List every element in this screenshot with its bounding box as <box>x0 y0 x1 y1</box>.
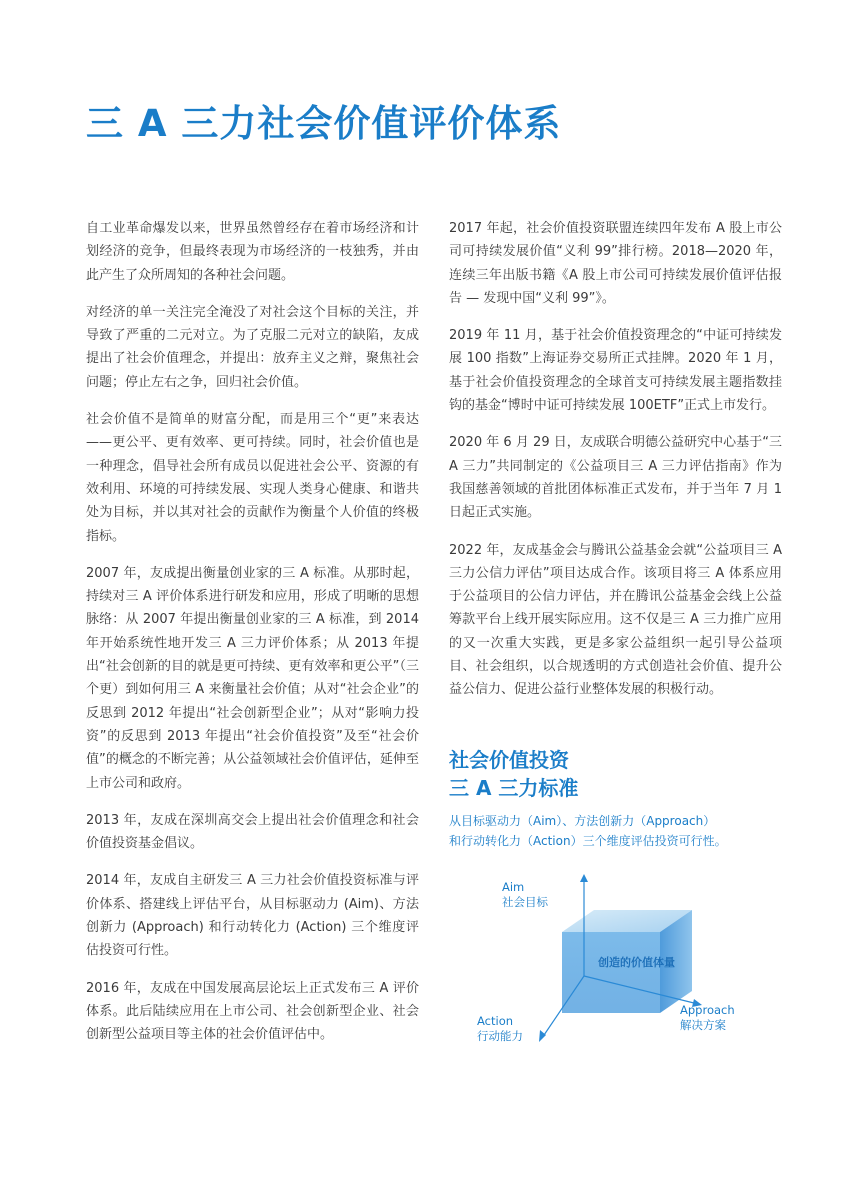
paragraph: 2016 年，友成在中国发展高层论坛上正式发布三 A 评价体系。此后陆续应用在上市公司、社会创新型企业、社会创新型公益项目等主体的社会价值评估中。 <box>86 980 419 1043</box>
page-title: 三 A 三力社会价值评价体系 <box>86 102 562 145</box>
action-axis-arrow <box>539 1030 546 1042</box>
action-label <box>477 1014 523 1044</box>
paragraph: 2020 年 6 月 29 日，友成联合明德公益研究中心基于“三 A 三力”共同制定的《公益项目三 A 三力评估指南》作为我国慈善领域的首批团体标准正式发布，并于当年 7 月 1 日起正式实施。 <box>449 435 782 521</box>
standard-desc-line2: 和行动转化力（Action）三个维度评估投资可行性。 <box>449 834 727 848</box>
paragraph: 2022 年，友成基金会与腾讯公益基金会就“公益项目三 A 三力公信力评估”项目达成合作。该项目将三 A 体系应用于公益项目的公信力评估，并在腾讯公益基金会线上公益筹款平台上线开展实际应用。这不仅是三 A 三力推广应用的又一次重大实践，更是多家公益组织一起引导公益项目、社会组织，以合规透明的方式创造社会价值、提升公益公信力、促进公益行业整体发展的积极行动。 <box>449 542 782 698</box>
paragraph: 2014 年，友成自主研发三 A 三力社会价值投资标准与评价体系、搭建线上评估平台，从目标驱动力 (Aim)、方法创新力 (Approach) 和行动转化力 (Action) 三个维度评估投资可行性。 <box>86 873 419 959</box>
approach-label-en: Approach <box>680 1003 735 1017</box>
cube-front-face <box>562 932 660 1013</box>
action-label-cn: 行动能力 <box>477 1029 523 1043</box>
aim-label-cn: 社会目标 <box>502 895 548 909</box>
paragraph: 2013 年，友成在深圳高交会上提出社会价值理念和社会价值投资基金倡议。 <box>86 812 419 852</box>
paragraph: 对经济的单一关注完全淹没了对社会这个目标的关注，并导致了严重的二元对立。为了克服二元对立的缺陷，友成提出了社会价值理念，并提出：放弃主义之辩，聚焦社会问题；停止左右之争，回归社会价值。 <box>86 304 419 390</box>
standard-title-line1: 社会价值投资 <box>449 748 569 772</box>
approach-label-cn: 解决方案 <box>680 1018 726 1032</box>
aim-axis-arrow <box>580 874 588 882</box>
paragraph: 2017 年起，社会价值投资联盟连续四年发布 A 股上市公司可持续发展价值“义利 99”排行榜。2018—2020 年，连续三年出版书籍《A 股上市公司可持续发展价值评估报告 — 发现中国“义利 99”》。 <box>449 221 782 306</box>
paragraph: 自工业革命爆发以来，世界虽然曾经存在着市场经济和计划经济的竞争，但最终表现为市场经济的一枝独秀，并由此产生了众所周知的各种社会问题。 <box>86 221 419 283</box>
standard-title <box>449 746 769 802</box>
paragraph: 2019 年 11 月，基于社会价值投资理念的“中证可持续发展 100 指数”上海证券交易所正式挂牌。2020 年 1 月，基于社会价值投资理念的全球首支可持续发展主题指数挂钩的基金“博时中证可持续发展 100ETF”正式上市发行。 <box>449 328 782 414</box>
aim-label <box>502 880 548 910</box>
paragraph: 社会价值不是简单的财富分配，而是用三个“更”来表达——更公平、更有效率、更可持续。同时，社会价值也是一种理念，倡导社会所有成员以促进社会公平、资源的有效利用、环境的可持续发展、实现人类身心健康、和谐共处为目标，并以其对社会的贡献作为衡量个人价值的终极指标。 <box>86 412 419 544</box>
three-a-diagram <box>470 870 770 1050</box>
standard-description <box>449 811 769 851</box>
left-column <box>86 217 419 1061</box>
action-label-en: Action <box>477 1014 514 1028</box>
approach-label <box>680 1003 735 1033</box>
standard-desc-line1: 从目标驱动力（Aim）、方法创新力（Approach） <box>449 814 716 828</box>
cube-center-label: 创造的价值体量 <box>598 956 675 969</box>
standard-title-line2: 三 A 三力标准 <box>449 776 579 800</box>
aim-label-en: Aim <box>502 880 525 894</box>
paragraph: 2007 年，友成提出衡量创业家的三 A 标准。从那时起，持续对三 A 评价体系进行研发和应用，形成了明晰的思想脉络：从 2007 年提出衡量创业家的三 A 标准，到 2014 年开始系统性地开发三 A 三力评价体系；从 2013 年提出“社会创新的目的就是更可持续、更有效率和更公平”（三个更）到如何用三 A 来衡量社会价值；从对“社会企业”的反思到 2012 年提出“社会创新型企业”；从对“影响力投资”的反思到 2013 年提出“社会价值投资”及至“社会价值”的概念的不断完善；从公益领域社会价值评估，延伸至上市公司和政府。 <box>86 565 419 791</box>
right-column <box>449 217 782 716</box>
